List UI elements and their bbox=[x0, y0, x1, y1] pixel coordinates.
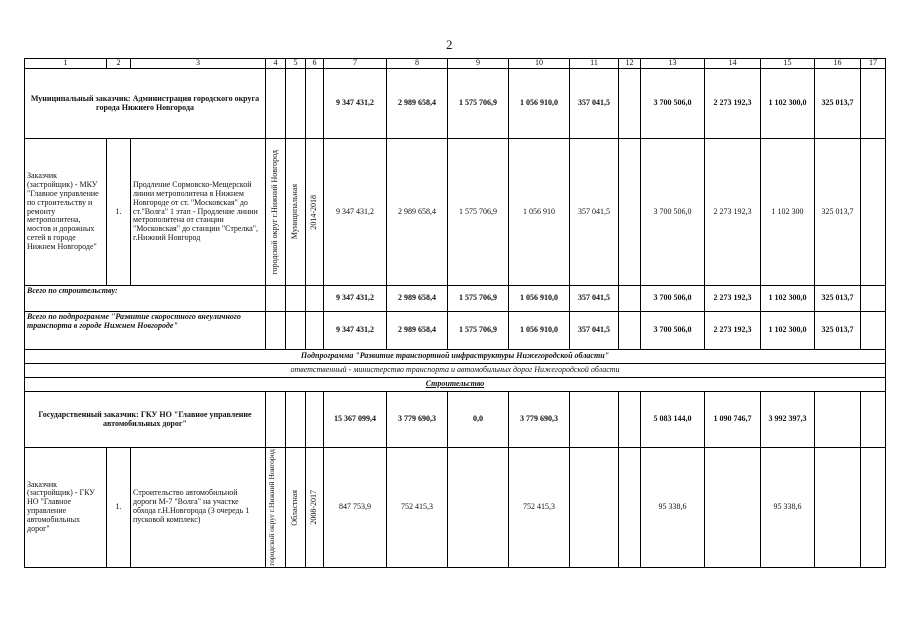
budget-table bbox=[24, 58, 886, 568]
column-header: 10 bbox=[509, 59, 570, 69]
table-cell: 1 056 910,0 bbox=[509, 286, 570, 312]
subprogram-heading: Подпрограмма "Развитие транспортной инфраструктуры Нижегородской области" bbox=[25, 350, 886, 364]
total-construction-label: Всего по строительству: bbox=[25, 286, 266, 312]
table-cell bbox=[570, 392, 619, 448]
table-row bbox=[25, 448, 886, 568]
column-header: 15 bbox=[761, 59, 815, 69]
column-header: 16 bbox=[815, 59, 861, 69]
table-row bbox=[25, 364, 886, 378]
column-header: 4 bbox=[266, 59, 286, 69]
table-cell: 1 575 706,9 bbox=[448, 139, 509, 286]
table-cell: 2 273 192,3 bbox=[705, 139, 761, 286]
column-header: 14 bbox=[705, 59, 761, 69]
project-location: городской округ г.Нижний Новгород bbox=[267, 449, 276, 566]
project-customer: Заказчик (застройщик) - ГКУ НО "Главное управление автомобильных дорог" bbox=[25, 448, 107, 568]
project-customer: Заказчик (застройщик) - МКУ "Главное управление по строительству и ремонту метрополитена, мостов и дорожных сетей в городе Нижнем Новгороде" bbox=[25, 139, 107, 286]
column-header: 6 bbox=[306, 59, 324, 69]
table-cell: 2 989 658,4 bbox=[387, 139, 448, 286]
table-cell bbox=[619, 139, 641, 286]
table-cell: 1 575 706,9 bbox=[448, 69, 509, 139]
column-header: 2 bbox=[107, 59, 131, 69]
column-header: 9 bbox=[448, 59, 509, 69]
table-cell: 9 347 431,2 bbox=[324, 139, 387, 286]
column-header: 3 bbox=[131, 59, 266, 69]
table-cell: 1 090 746,7 bbox=[705, 392, 761, 448]
table-cell: 1 056 910,0 bbox=[509, 312, 570, 350]
table-row bbox=[25, 139, 886, 286]
table-cell bbox=[861, 448, 886, 568]
table-cell: 2 989 658,4 bbox=[387, 286, 448, 312]
table-cell: 1 102 300 bbox=[761, 139, 815, 286]
project-number: 1. bbox=[107, 448, 131, 568]
column-number-row bbox=[25, 59, 886, 69]
table-cell: 0,0 bbox=[448, 392, 509, 448]
project-location: городской округ г.Нижний Новгород bbox=[270, 149, 280, 275]
table-cell bbox=[619, 69, 641, 139]
table-cell: 3 700 506,0 bbox=[641, 139, 705, 286]
table-cell: 325 013,7 bbox=[815, 139, 861, 286]
table-cell bbox=[861, 286, 886, 312]
table-row bbox=[25, 286, 886, 312]
project-ownership: Областная bbox=[290, 489, 300, 526]
column-header: 5 bbox=[286, 59, 306, 69]
table-cell: 3 700 506,0 bbox=[641, 312, 705, 350]
table-cell bbox=[448, 448, 509, 568]
table-cell: 357 041,5 bbox=[570, 69, 619, 139]
column-header: 13 bbox=[641, 59, 705, 69]
project-object: Строительство автомобильной дороги М-7 "Волга" на участке обхода г.Н.Новгорода (3 очередь 1 пусковой комплекс) bbox=[131, 448, 266, 568]
table-cell: 2 273 192,3 bbox=[705, 312, 761, 350]
table-cell bbox=[861, 69, 886, 139]
table-cell: 325 013,7 bbox=[815, 286, 861, 312]
table-cell: 325 013,7 bbox=[815, 312, 861, 350]
table-cell bbox=[861, 392, 886, 448]
table-row bbox=[25, 69, 886, 139]
table-cell: 1 102 300,0 bbox=[761, 312, 815, 350]
table-cell: 2 989 658,4 bbox=[387, 69, 448, 139]
table-cell bbox=[861, 312, 886, 350]
table-row bbox=[25, 312, 886, 350]
table-cell: 752 415,3 bbox=[387, 448, 448, 568]
table-cell bbox=[619, 392, 641, 448]
table-cell bbox=[705, 448, 761, 568]
project-period: 2014-2018 bbox=[309, 194, 319, 230]
table-row bbox=[25, 378, 886, 392]
table-cell: 3 779 690,3 bbox=[509, 392, 570, 448]
project-ownership: Муниципальная bbox=[290, 184, 300, 240]
table-cell: 15 367 099,4 bbox=[324, 392, 387, 448]
table-cell: 2 989 658,4 bbox=[387, 312, 448, 350]
table-cell: 325 013,7 bbox=[815, 69, 861, 139]
table-row bbox=[25, 350, 886, 364]
table-cell: 1 056 910 bbox=[509, 139, 570, 286]
table-cell: 357 041,5 bbox=[570, 139, 619, 286]
table-cell: 1 056 910,0 bbox=[509, 69, 570, 139]
table-cell: 1 575 706,9 bbox=[448, 312, 509, 350]
project-object: Продление Сормовско-Мещерской линии метрополитена в Нижнем Новгороде от ст. "Московская" до ст."Волга" 1 этап - Продление линии метрополитена от станции "Московская" до станции "Стрелка", г.Нижний Новгород bbox=[131, 139, 266, 286]
table-cell: 95 338,6 bbox=[761, 448, 815, 568]
table-cell: 847 753,9 bbox=[324, 448, 387, 568]
table-cell bbox=[815, 448, 861, 568]
column-header: 1 bbox=[25, 59, 107, 69]
table-cell: 3 992 397,3 bbox=[761, 392, 815, 448]
total-subprogram-label: Всего по подпрограмме "Развитие скоростного внеуличного транспорта в городе Нижнем Новгороде" bbox=[25, 312, 266, 350]
section-heading: Строительство bbox=[25, 378, 886, 392]
table-cell: 95 338,6 bbox=[641, 448, 705, 568]
page-number: 2 bbox=[446, 37, 453, 52]
table-cell bbox=[619, 286, 641, 312]
table-row bbox=[25, 392, 886, 448]
column-header: 7 bbox=[324, 59, 387, 69]
table-cell: 9 347 431,2 bbox=[324, 69, 387, 139]
table-cell: 357 041,5 bbox=[570, 286, 619, 312]
table-cell bbox=[619, 312, 641, 350]
table-cell bbox=[570, 448, 619, 568]
responsible-line: ответственный - министерство транспорта и автомобильных дорог Нижегородской области bbox=[25, 364, 886, 378]
customer-heading: Государственный заказчик: ГКУ НО "Главное управление автомобильных дорог" bbox=[25, 392, 266, 448]
table-cell: 9 347 431,2 bbox=[324, 312, 387, 350]
project-period: 2008-2017 bbox=[309, 490, 319, 525]
table-cell: 1 575 706,9 bbox=[448, 286, 509, 312]
table-cell: 2 273 192,3 bbox=[705, 286, 761, 312]
table-cell bbox=[861, 139, 886, 286]
table-cell: 3 700 506,0 bbox=[641, 286, 705, 312]
table-cell bbox=[815, 392, 861, 448]
column-header: 17 bbox=[861, 59, 886, 69]
table-cell: 1 102 300,0 bbox=[761, 69, 815, 139]
project-number: 1. bbox=[107, 139, 131, 286]
column-header: 12 bbox=[619, 59, 641, 69]
table-cell: 9 347 431,2 bbox=[324, 286, 387, 312]
table-cell: 3 779 690,3 bbox=[387, 392, 448, 448]
table-cell: 1 102 300,0 bbox=[761, 286, 815, 312]
customer-heading: Муниципальный заказчик: Администрация городского округа города Нижнего Новгорода bbox=[25, 69, 266, 139]
table-cell: 2 273 192,3 bbox=[705, 69, 761, 139]
column-header: 8 bbox=[387, 59, 448, 69]
table-cell: 5 083 144,0 bbox=[641, 392, 705, 448]
column-header: 11 bbox=[570, 59, 619, 69]
table-cell: 357 041,5 bbox=[570, 312, 619, 350]
table-cell bbox=[619, 448, 641, 568]
table-cell: 752 415,3 bbox=[509, 448, 570, 568]
table-cell: 3 700 506,0 bbox=[641, 69, 705, 139]
